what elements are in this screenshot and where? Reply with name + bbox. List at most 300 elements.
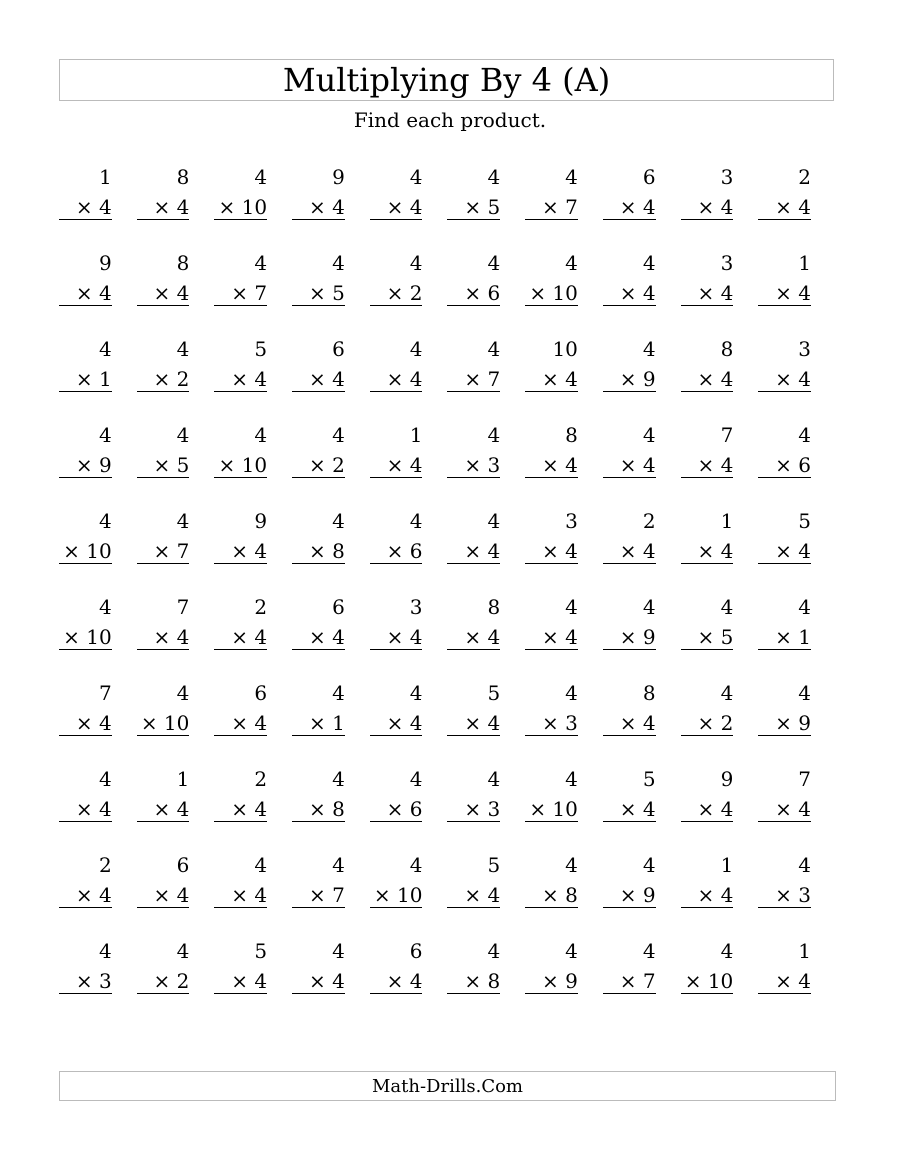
answer-line (681, 735, 734, 736)
problem-item (681, 937, 759, 1023)
problem-top-number: 5 (254, 939, 268, 963)
problem-item (59, 421, 137, 507)
problem-multiplier: × 10 (218, 195, 268, 219)
problem-top-number: 4 (642, 337, 656, 361)
problem-top-number: 4 (176, 337, 190, 361)
problem-top-number: 9 (332, 165, 345, 189)
problem-multiplier: × 4 (153, 281, 190, 305)
answer-line (525, 649, 578, 650)
worksheet-title: Multiplying By 4 (A) (282, 61, 611, 99)
problem-item (214, 421, 292, 507)
problem-multiplier: × 4 (775, 797, 811, 821)
problem-item (292, 335, 370, 421)
problem-item (758, 421, 836, 507)
problem-top-number: 5 (487, 681, 501, 705)
problem-multiplier: × 10 (63, 539, 112, 563)
problem-top-number: 8 (176, 165, 190, 189)
answer-line (758, 821, 811, 822)
problem-item (370, 851, 448, 937)
answer-line (525, 219, 578, 220)
problem-item (370, 249, 448, 335)
problem-item (137, 421, 215, 507)
problem-top-number: 4 (98, 595, 112, 619)
problem-top-number: 2 (254, 767, 268, 791)
problem-multiplier: × 9 (619, 625, 656, 649)
answer-line (214, 907, 267, 908)
answer-line (758, 391, 811, 392)
problem-item (59, 163, 137, 249)
problem-top-number: 4 (798, 423, 811, 447)
problem-top-number: 4 (409, 853, 423, 877)
problem-item (59, 335, 137, 421)
problem-top-number: 1 (798, 251, 811, 275)
problem-top-number: 2 (98, 853, 112, 877)
answer-line (603, 735, 656, 736)
problem-top-number: 3 (798, 337, 811, 361)
problem-top-number: 7 (798, 767, 811, 791)
problem-item (603, 679, 681, 765)
problem-top-number: 6 (332, 337, 345, 361)
problem-multiplier: × 5 (308, 281, 345, 305)
answer-line (681, 649, 734, 650)
problem-top-number: 4 (798, 853, 811, 877)
problem-top-number: 4 (254, 251, 268, 275)
problem-item (59, 593, 137, 679)
problem-multiplier: × 7 (542, 195, 578, 219)
problem-multiplier: × 8 (464, 969, 501, 993)
problem-multiplier: × 7 (464, 367, 501, 391)
problem-item (525, 679, 603, 765)
problem-item (214, 249, 292, 335)
problem-item (292, 163, 370, 249)
answer-line (214, 993, 267, 994)
problem-multiplier: × 7 (153, 539, 190, 563)
problem-item (292, 507, 370, 593)
problem-top-number: 5 (254, 337, 268, 361)
problem-multiplier: × 4 (231, 539, 268, 563)
problem-multiplier: × 10 (529, 281, 578, 305)
problem-multiplier: × 4 (775, 367, 811, 391)
problem-item (137, 679, 215, 765)
answer-line (214, 649, 267, 650)
answer-line (758, 735, 811, 736)
problem-multiplier: × 4 (308, 195, 345, 219)
problem-top-number: 4 (798, 681, 811, 705)
problem-top-number: 4 (332, 251, 345, 275)
problem-item (603, 937, 681, 1023)
problem-top-number: 8 (487, 595, 501, 619)
answer-line (59, 305, 112, 306)
problem-multiplier: × 4 (231, 883, 268, 907)
problem-multiplier: × 4 (542, 539, 578, 563)
answer-line (758, 907, 811, 908)
problem-multiplier: × 4 (75, 711, 112, 735)
problem-multiplier: × 4 (308, 969, 345, 993)
problem-multiplier: × 2 (153, 969, 190, 993)
problem-top-number: 4 (332, 423, 345, 447)
problem-item (525, 249, 603, 335)
problem-multiplier: × 4 (697, 797, 734, 821)
problem-item (370, 765, 448, 851)
problem-top-number: 4 (409, 251, 423, 275)
answer-line (525, 821, 578, 822)
problem-top-number: 7 (176, 595, 190, 619)
answer-line (447, 821, 500, 822)
problem-multiplier: × 4 (308, 625, 345, 649)
problem-multiplier: × 4 (231, 797, 268, 821)
answer-line (137, 907, 190, 908)
answer-line (447, 391, 500, 392)
problem-multiplier: × 4 (619, 711, 656, 735)
problem-multiplier: × 4 (775, 281, 811, 305)
problem-item (137, 765, 215, 851)
problem-multiplier: × 4 (153, 195, 190, 219)
problem-item (370, 593, 448, 679)
instruction-text: Find each product. (353, 108, 547, 132)
problem-multiplier: × 4 (775, 195, 811, 219)
answer-line (292, 907, 345, 908)
problem-item (758, 937, 836, 1023)
problem-multiplier: × 4 (464, 883, 501, 907)
problem-item (525, 851, 603, 937)
problem-multiplier: × 4 (75, 797, 112, 821)
problem-item (525, 507, 603, 593)
answer-line (758, 993, 811, 994)
problem-multiplier: × 6 (386, 797, 423, 821)
problem-top-number: 4 (254, 423, 268, 447)
problem-item (59, 937, 137, 1023)
problem-item (59, 851, 137, 937)
problem-multiplier: × 4 (386, 367, 423, 391)
problem-item (447, 335, 525, 421)
answer-line (603, 477, 656, 478)
answer-line (214, 821, 267, 822)
answer-line (214, 735, 267, 736)
problem-item (758, 249, 836, 335)
answer-line (603, 391, 656, 392)
problem-top-number: 5 (642, 767, 656, 791)
answer-line (370, 563, 423, 564)
problem-multiplier: × 7 (308, 883, 345, 907)
problem-top-number: 4 (332, 509, 345, 533)
problem-top-number: 4 (487, 337, 501, 361)
answer-line (292, 821, 345, 822)
problem-item (681, 507, 759, 593)
problem-multiplier: × 9 (542, 969, 578, 993)
answer-line (681, 563, 734, 564)
answer-line (59, 391, 112, 392)
answer-line (59, 993, 112, 994)
answer-line (292, 305, 345, 306)
problem-item (214, 507, 292, 593)
problem-item (214, 851, 292, 937)
problem-top-number: 9 (254, 509, 268, 533)
problem-top-number: 4 (487, 509, 501, 533)
problem-item (292, 249, 370, 335)
problem-multiplier: × 3 (75, 969, 112, 993)
problem-multiplier: × 5 (464, 195, 501, 219)
problem-top-number: 4 (176, 423, 190, 447)
problem-item (137, 249, 215, 335)
problem-item (59, 507, 137, 593)
problem-multiplier: × 4 (386, 711, 423, 735)
problem-multiplier: × 4 (386, 453, 423, 477)
problem-top-number: 4 (332, 853, 345, 877)
problem-top-number: 4 (176, 939, 190, 963)
answer-line (370, 305, 423, 306)
problem-multiplier: × 4 (75, 281, 112, 305)
problem-top-number: 1 (720, 509, 734, 533)
problem-item (681, 679, 759, 765)
problem-multiplier: × 10 (684, 969, 734, 993)
problem-top-number: 1 (409, 423, 423, 447)
footer-text: Math-Drills.Com (371, 1075, 523, 1097)
problem-top-number: 4 (409, 767, 423, 791)
problem-top-number: 5 (798, 509, 811, 533)
problem-multiplier: × 3 (464, 797, 501, 821)
problem-item (370, 163, 448, 249)
problem-item (370, 335, 448, 421)
problem-item (603, 335, 681, 421)
answer-line (681, 477, 734, 478)
problem-item (758, 765, 836, 851)
problem-multiplier: × 4 (75, 883, 112, 907)
answer-line (292, 649, 345, 650)
problem-item (447, 249, 525, 335)
problem-multiplier: × 7 (231, 281, 268, 305)
answer-line (214, 305, 267, 306)
problem-multiplier: × 3 (775, 883, 811, 907)
answer-line (137, 821, 190, 822)
problem-top-number: 4 (720, 681, 734, 705)
problem-item (59, 249, 137, 335)
problem-top-number: 4 (487, 423, 501, 447)
problem-top-number: 4 (409, 337, 423, 361)
problem-multiplier: × 3 (542, 711, 578, 735)
problem-item (137, 593, 215, 679)
problem-multiplier: × 7 (619, 969, 656, 993)
answer-line (758, 649, 811, 650)
problem-item (603, 851, 681, 937)
problem-multiplier: × 10 (140, 711, 190, 735)
problem-item (214, 937, 292, 1023)
problem-top-number: 9 (720, 767, 734, 791)
problem-item (603, 163, 681, 249)
problem-multiplier: × 4 (231, 969, 268, 993)
answer-line (292, 563, 345, 564)
answer-line (525, 907, 578, 908)
problem-top-number: 4 (254, 853, 268, 877)
problem-multiplier: × 4 (697, 195, 734, 219)
problem-top-number: 4 (409, 165, 423, 189)
problem-multiplier: × 1 (308, 711, 345, 735)
problem-item (681, 421, 759, 507)
problem-top-number: 8 (176, 251, 190, 275)
answer-line (681, 391, 734, 392)
problem-multiplier: × 4 (386, 969, 423, 993)
answer-line (603, 907, 656, 908)
problem-item (603, 249, 681, 335)
answer-line (681, 907, 734, 908)
problem-top-number: 6 (642, 165, 656, 189)
problem-top-number: 4 (642, 939, 656, 963)
answer-line (447, 477, 500, 478)
problem-item (758, 335, 836, 421)
problem-multiplier: × 4 (697, 453, 734, 477)
problem-item (681, 851, 759, 937)
problem-top-number: 1 (720, 853, 734, 877)
problem-top-number: 4 (565, 853, 578, 877)
problem-multiplier: × 4 (619, 281, 656, 305)
answer-line (59, 821, 112, 822)
problem-item (758, 163, 836, 249)
problem-item (370, 507, 448, 593)
answer-line (447, 993, 500, 994)
problem-top-number: 6 (254, 681, 268, 705)
title-box (59, 59, 834, 101)
problem-multiplier: × 4 (619, 453, 656, 477)
problem-top-number: 2 (254, 595, 268, 619)
problem-item (137, 335, 215, 421)
problem-item (603, 593, 681, 679)
answer-line (447, 649, 500, 650)
problem-item (370, 937, 448, 1023)
problem-multiplier: × 4 (153, 797, 190, 821)
problem-top-number: 4 (98, 939, 112, 963)
answer-line (525, 477, 578, 478)
problem-top-number: 4 (487, 939, 501, 963)
answer-line (59, 219, 112, 220)
problem-multiplier: × 5 (697, 625, 734, 649)
problem-top-number: 4 (565, 767, 578, 791)
answer-line (59, 735, 112, 736)
problem-item (292, 937, 370, 1023)
problem-item (292, 765, 370, 851)
answer-line (525, 305, 578, 306)
problem-multiplier: × 10 (373, 883, 423, 907)
problem-top-number: 4 (565, 165, 578, 189)
problem-item (137, 163, 215, 249)
answer-line (214, 219, 267, 220)
answer-line (137, 993, 190, 994)
problem-item (370, 421, 448, 507)
problem-top-number: 8 (565, 423, 578, 447)
answer-line (292, 477, 345, 478)
answer-line (447, 219, 500, 220)
answer-line (59, 907, 112, 908)
problem-item (758, 851, 836, 937)
problem-top-number: 4 (720, 939, 734, 963)
problem-top-number: 4 (98, 337, 112, 361)
problem-item (681, 335, 759, 421)
answer-line (603, 563, 656, 564)
answer-line (758, 219, 811, 220)
answer-line (137, 391, 190, 392)
problem-multiplier: × 9 (775, 711, 811, 735)
answer-line (137, 735, 190, 736)
problem-multiplier: × 4 (775, 539, 811, 563)
problem-item (603, 765, 681, 851)
problem-multiplier: × 4 (153, 883, 190, 907)
problem-top-number: 2 (642, 509, 656, 533)
problem-top-number: 4 (720, 595, 734, 619)
problem-top-number: 4 (332, 767, 345, 791)
problem-item (59, 679, 137, 765)
problem-top-number: 4 (98, 509, 112, 533)
answer-line (758, 477, 811, 478)
answer-line (59, 563, 112, 564)
problem-top-number: 4 (565, 681, 578, 705)
problem-multiplier: × 4 (464, 625, 501, 649)
problem-multiplier: × 4 (775, 969, 811, 993)
problem-multiplier: × 4 (153, 625, 190, 649)
problem-item (447, 679, 525, 765)
problem-top-number: 4 (332, 939, 345, 963)
problem-top-number: 4 (98, 423, 112, 447)
problem-item (525, 421, 603, 507)
problem-multiplier: × 4 (386, 625, 423, 649)
problem-multiplier: × 4 (464, 711, 501, 735)
problem-top-number: 3 (720, 251, 734, 275)
problem-top-number: 6 (332, 595, 345, 619)
answer-line (603, 649, 656, 650)
answer-line (370, 477, 423, 478)
problem-item (214, 765, 292, 851)
answer-line (137, 477, 190, 478)
answer-line (137, 649, 190, 650)
answer-line (681, 219, 734, 220)
problem-multiplier: × 3 (464, 453, 501, 477)
answer-line (292, 219, 345, 220)
problem-item (681, 765, 759, 851)
answer-line (214, 563, 267, 564)
problem-top-number: 3 (720, 165, 734, 189)
answer-line (59, 477, 112, 478)
problem-multiplier: × 10 (218, 453, 268, 477)
problem-multiplier: × 4 (308, 367, 345, 391)
problem-top-number: 4 (487, 767, 501, 791)
problem-multiplier: × 10 (529, 797, 578, 821)
answer-line (292, 391, 345, 392)
problem-top-number: 4 (642, 853, 656, 877)
problem-top-number: 1 (798, 939, 811, 963)
problem-item (525, 163, 603, 249)
problem-multiplier: × 4 (697, 883, 734, 907)
problem-top-number: 8 (720, 337, 734, 361)
problem-top-number: 1 (176, 767, 190, 791)
problem-top-number: 4 (487, 251, 501, 275)
problem-top-number: 4 (409, 509, 423, 533)
problem-multiplier: × 8 (542, 883, 578, 907)
answer-line (525, 563, 578, 564)
answer-line (681, 993, 734, 994)
problem-top-number: 10 (552, 337, 578, 361)
answer-line (292, 993, 345, 994)
problem-item (681, 163, 759, 249)
problem-multiplier: × 8 (308, 539, 345, 563)
answer-line (137, 563, 190, 564)
problem-item (292, 851, 370, 937)
problem-multiplier: × 4 (231, 711, 268, 735)
problem-item (214, 335, 292, 421)
problem-item (370, 679, 448, 765)
answer-line (603, 219, 656, 220)
problem-top-number: 6 (176, 853, 190, 877)
problem-multiplier: × 6 (386, 539, 423, 563)
problem-top-number: 4 (565, 251, 578, 275)
answer-line (681, 821, 734, 822)
problem-top-number: 6 (409, 939, 423, 963)
